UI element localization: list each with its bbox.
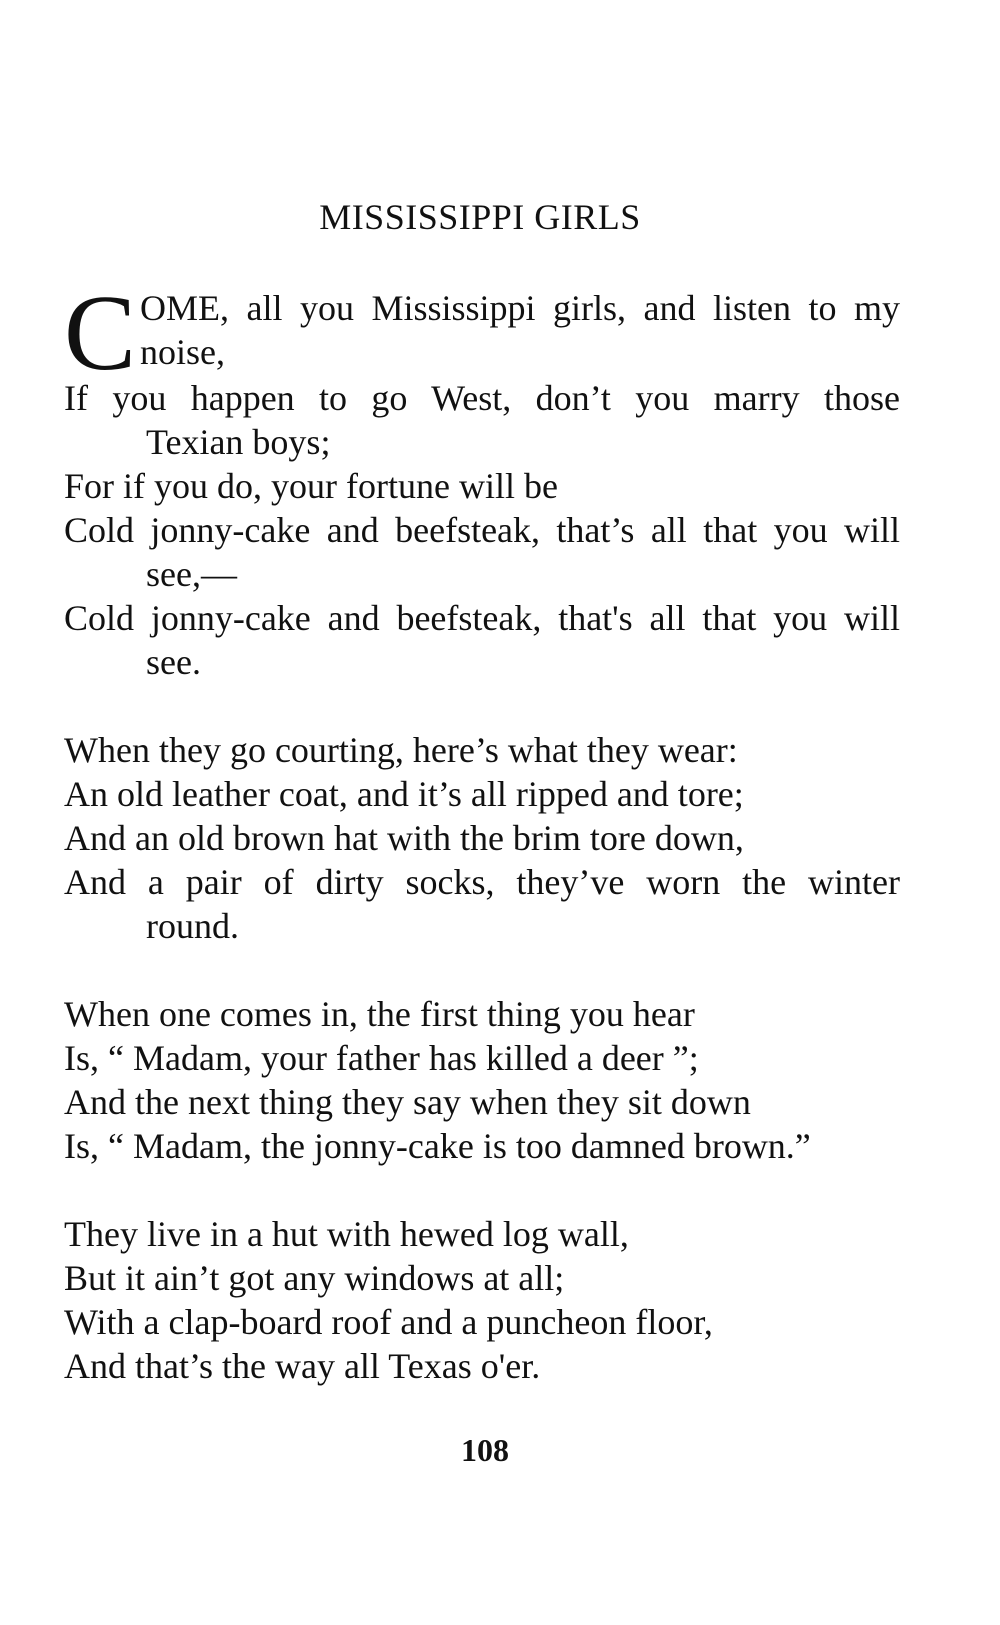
poem-title: MISSISSIPPI GIRLS bbox=[319, 197, 641, 237]
stanza-1-opening bbox=[64, 286, 900, 376]
verse-line: When they go courting, here’s what they wear: bbox=[64, 730, 738, 770]
verse-line: For if you do, your fortune will be bbox=[64, 466, 558, 506]
verse-line: And an old brown hat with the brim tore down, bbox=[64, 818, 744, 858]
verse-line: And that’s the way all Texas o'er. bbox=[64, 1346, 541, 1386]
page-number: 108 bbox=[461, 1432, 509, 1468]
verse-line: But it ain’t got any windows at all; bbox=[64, 1258, 565, 1298]
stanza-break bbox=[64, 948, 900, 992]
verse-line-continuation: noise, bbox=[140, 332, 226, 372]
verse-line: If you happen to go West, don’t you marry those bbox=[64, 378, 900, 418]
verse-line-continuation: round. bbox=[146, 906, 239, 946]
drop-cap: C bbox=[64, 286, 137, 376]
poem-body bbox=[64, 286, 900, 1388]
stanza-2 bbox=[64, 728, 900, 948]
verse-line: Cold jonny-cake and beefsteak, that's all that you will bbox=[64, 598, 900, 638]
stanza-break bbox=[64, 1168, 900, 1212]
verse-line-continuation: see. bbox=[146, 642, 201, 682]
verse-line: An old leather coat, and it’s all ripped and tore; bbox=[64, 774, 744, 814]
verse-line: Is, “ Madam, the jonny-cake is too damned brown.” bbox=[64, 1126, 811, 1166]
stanza-1 bbox=[64, 286, 900, 684]
verse-line: Cold jonny-cake and beefsteak, that’s all that you will bbox=[64, 510, 900, 550]
verse-line: With a clap-board roof and a puncheon floor, bbox=[64, 1302, 713, 1342]
stanza-4 bbox=[64, 1212, 900, 1388]
verse-line: And a pair of dirty socks, they’ve worn the winter bbox=[64, 862, 900, 902]
verse-line-continuation: see,— bbox=[146, 554, 237, 594]
verse-line: OME, all you Mississippi girls, and listen to my bbox=[140, 288, 900, 328]
verse-line-continuation: Texian boys; bbox=[146, 422, 331, 462]
stanza-3 bbox=[64, 992, 900, 1168]
verse-line: And the next thing they say when they sit down bbox=[64, 1082, 751, 1122]
verse-line: Is, “ Madam, your father has killed a deer ”; bbox=[64, 1038, 699, 1078]
stanza-break bbox=[64, 684, 900, 728]
verse-line: They live in a hut with hewed log wall, bbox=[64, 1214, 629, 1254]
verse-line: When one comes in, the first thing you hear bbox=[64, 994, 695, 1034]
